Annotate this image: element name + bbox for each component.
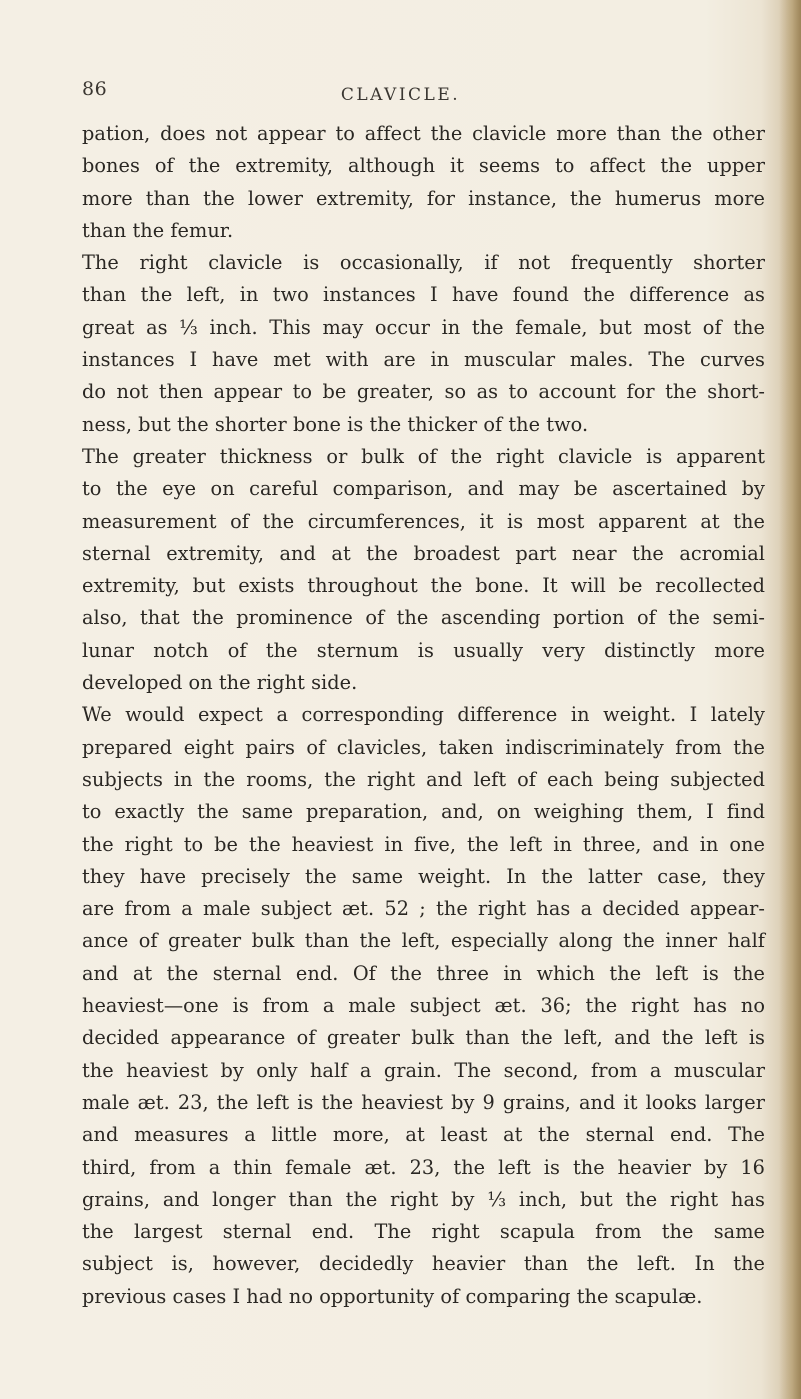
text-line: male æt. 23, the left is the heaviest by 9 grains, and it looks larger [82,1090,765,1114]
text-line: and measures a little more, at least at the sternal end. The [82,1123,765,1147]
text-line: developed on the right side. [82,671,358,695]
text-line: they have precisely the same weight. In the latter case, they [82,864,765,888]
text-line: instances I have met with are in muscular males. The curves [82,348,765,372]
text-line: ness, but the shorter bone is the thicker of the two. [82,412,589,436]
text-line: the right to be the heaviest in five, the left in three, and in one [82,832,765,856]
text-line: more than the lower extremity, for instance, the humerus more [82,186,765,210]
text-line: extremity, but exists throughout the bone. It will be recollected [82,574,765,598]
text-line: The right clavicle is occasionally, if not frequently shorter [82,251,765,275]
text-line: than the femur. [82,218,234,242]
text-line: lunar notch of the sternum is usually very distinctly more [82,638,765,662]
text-line: grains, and longer than the right by ⅓ inch, but the right has [82,1187,765,1211]
text-line: sternal extremity, and at the broadest part near the acromial [82,541,765,565]
text-line: to exactly the same preparation, and, on weighing them, I find [82,800,765,824]
text-line: the largest sternal end. The right scapula from the same [82,1220,765,1244]
text-line: than the left, in two instances I have found the difference as [82,283,765,307]
text-line: We would expect a corresponding difference in weight. I lately [82,703,765,727]
text-line: also, that the prominence of the ascending portion of the semi- [82,606,765,630]
text-line: prepared eight pairs of clavicles, taken indiscriminately from the [82,735,765,759]
page-edge-shadow [779,0,801,1399]
text-line: third, from a thin female æt. 23, the left is the heavier by 16 [82,1155,765,1179]
text-line: pation, does not appear to affect the clavicle more than the other [82,122,765,145]
text-line: subjects in the rooms, the right and left of each being subjected [82,767,765,791]
text-line: previous cases I had no opportunity of comparing the scapulæ. [82,1284,703,1308]
text-line: bones of the extremity, although it seems to affect the upper [82,154,765,178]
text-line: great as ⅓ inch. This may occur in the female, but most of the [82,315,765,339]
text-line: decided appearance of greater bulk than the left, and the left is [82,1026,765,1050]
text-line: to the eye on careful comparison, and may be ascertained by [82,477,765,501]
text-line: ance of greater bulk than the left, especially along the inner half [82,929,765,953]
text-line: the heaviest by only half a grain. The second, from a muscular [82,1058,765,1082]
text-line: measurement of the circumferences, it is most apparent at the [82,509,765,533]
text-line: and at the sternal end. Of the three in which the left is the [82,961,765,985]
text-line: are from a male subject æt. 52 ; the right has a decided appear- [82,897,765,921]
text-line: do not then appear to be greater, so as to account for the short- [82,380,765,404]
text-line: The greater thickness or bulk of the right clavicle is apparent [82,444,765,468]
text-line: heaviest—one is from a male subject æt. 36; the right has no [82,994,765,1018]
body-text [82,118,765,1313]
text-line: subject is, however, decidedly heavier than the left. In the [82,1252,765,1276]
running-title: CLAVICLE. [340,85,461,105]
page-number: 86 [82,78,108,100]
